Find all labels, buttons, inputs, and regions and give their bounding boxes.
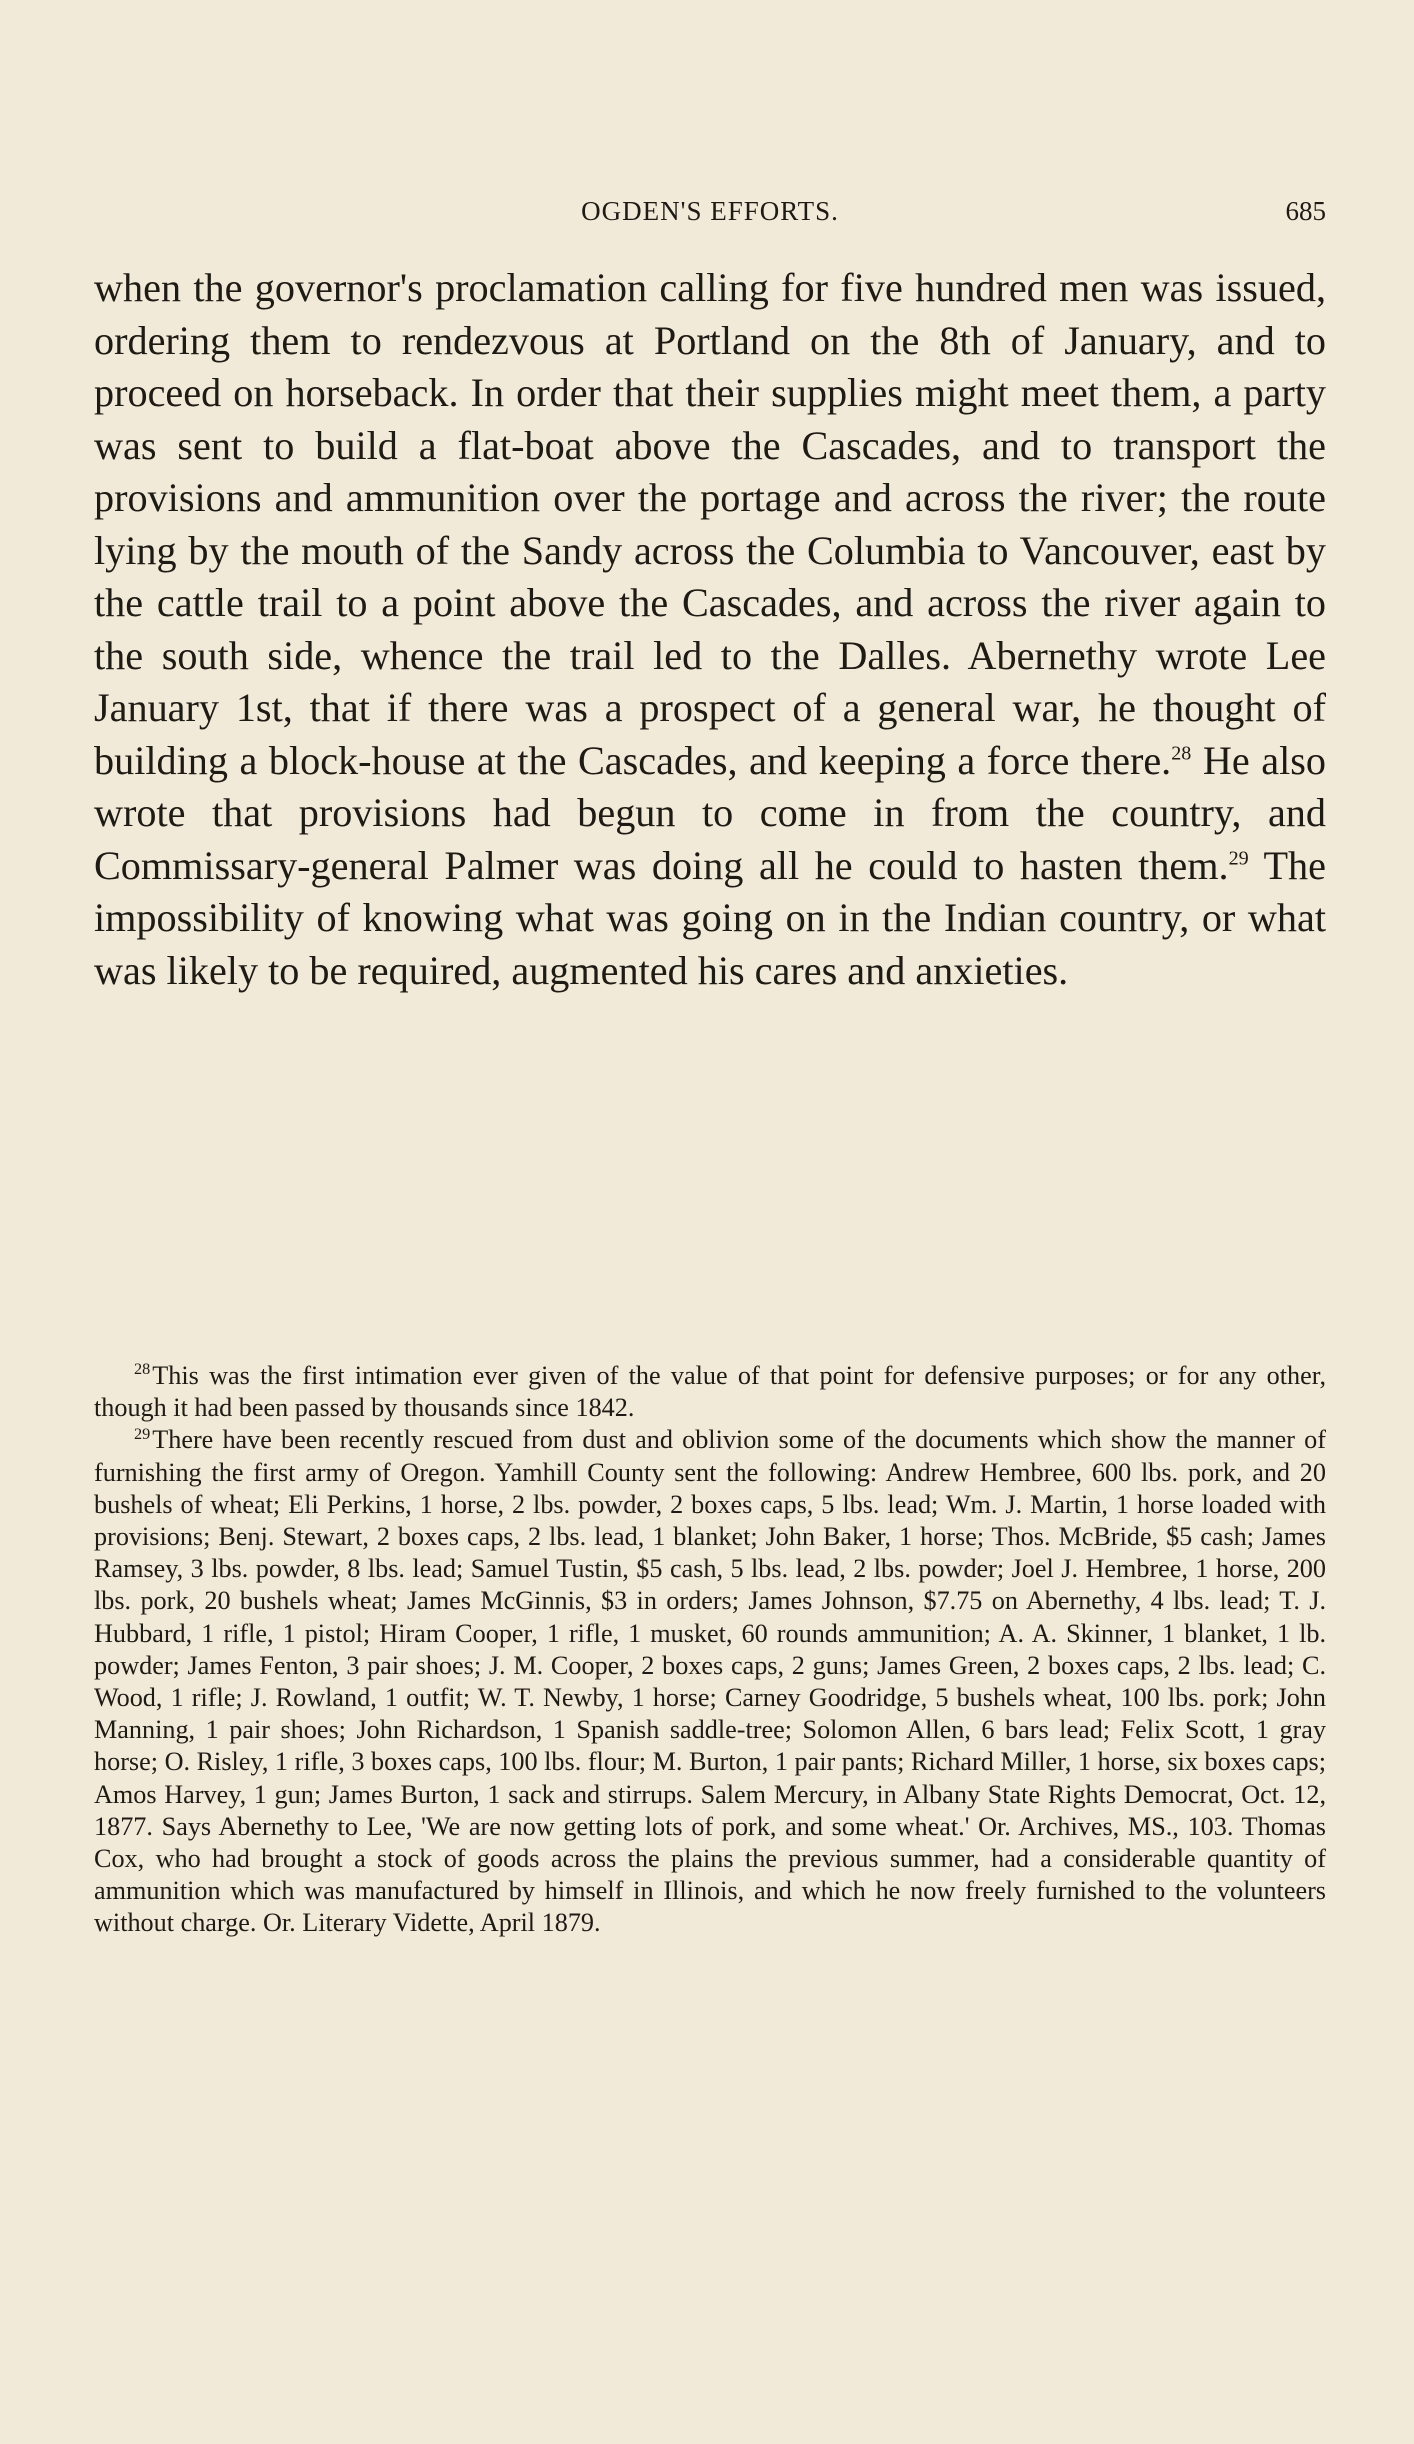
paragraph-text-part3: The impossibility of knowing what was going on in the Indian country, or what was likely to be required, augmented his cares and anxieties. — [94, 842, 1326, 993]
footnotes-section — [94, 1360, 1326, 1940]
paragraph-text-part2: He also wrote that provisions had begun to come in from the country, and Commissary-general Palmer was doing all he could to hasten them. — [94, 737, 1326, 888]
page-number: 685 — [1285, 196, 1326, 226]
running-head — [94, 196, 1326, 236]
body-paragraph — [94, 262, 1326, 997]
footnote-29 — [94, 1424, 1326, 1939]
running-title: OGDEN'S EFFORTS. — [581, 196, 839, 226]
footnote-text: This was the first intimation ever given of the value of that point for defensive purposes; or for any other, though it had been passed by thousands since 1842. — [94, 1361, 1326, 1423]
footnote-number: 29 — [134, 1424, 151, 1443]
paragraph-text-part1: when the governor's proclamation calling for five hundred men was issued, ordering them to rendezvous at Portland on the 8th of January, and to proceed on horseback. In order that their supplies might meet them, a party was sent to build a flat-boat above the Cascades, and to transport the provisions and ammunition over the portage and across the river; the route lying by the mouth of the Sandy across the Columbia to Vancouver, east by the cattle trail to a point above the Cascades, and across the river again to the south side, whence the trail led to the Dalles. Abernethy wrote Lee January 1st, that if there was a prospect of a general war, he thought of building a block-house at the Cascades, and keeping a force there. — [94, 265, 1326, 783]
footnote-ref-29: 29 — [1228, 847, 1249, 870]
footnote-text: There have been recently rescued from dust and oblivion some of the documents which show the manner of furnishing the first army of Oregon. Yamhill County sent the following: Andrew Hembree, 600 lbs. pork, and 20 bushels of wheat; Eli Perkins, 1 horse, 2 lbs. powder, 2 boxes caps, 5 lbs. lead; Wm. J. Martin, 1 horse loaded with provisions; Benj. Stewart, 2 boxes caps, 2 lbs. lead, 1 blanket; John Baker, 1 horse; Thos. McBride, $5 cash; James Ramsey, 3 lbs. powder, 8 lbs. lead; Samuel Tustin, $5 cash, 5 lbs. lead, 2 lbs. powder; Joel J. Hembree, 1 horse, 200 lbs. pork, 20 bushels wheat; James McGinnis, $3 in orders; James Johnson, $7.75 on Abernethy, 4 lbs. lead; T. J. Hubbard, 1 rifle, 1 pistol; Hiram Cooper, 1 rifle, 1 musket, 60 rounds ammunition; A. A. Skinner, 1 blanket, 1 lb. powder; James Fenton, 3 pair shoes; J. M. Cooper, 2 boxes caps, 2 guns; James Green, 2 boxes caps, 2 lbs. lead; C. Wood, 1 rifle; J. Rowland, 1 outfit; W. T. Newby, 1 horse; Carney Goodridge, 5 bushels wheat, 100 lbs. pork; John Manning, 1 pair shoes; John Richardson, 1 Spanish saddle-tree; Solomon Allen, 6 bars lead; Felix Scott, 1 gray horse; O. Risley, 1 rifle, 3 boxes caps, 100 lbs. flour; M. Burton, 1 pair pants; Richard Miller, 1 horse, six boxes caps; Amos Harvey, 1 gun; James Burton, 1 sack and stirrups. Salem Mercury, in Albany State Rights Democrat, Oct. 12, 1877. Says Abernethy to Lee, 'We are now getting lots of pork, and some wheat.' Or. Archives, MS., 103. Thomas Cox, who had brought a stock of goods across the plains the previous summer, had a considerable quantity of ammunition which was manufactured by himself in Illinois, and which he now freely furnished to the volunteers without charge. Or. Literary Vidette, April 1879. — [94, 1425, 1326, 1938]
footnote-number: 28 — [134, 1360, 151, 1379]
footnote-ref-28: 28 — [1171, 742, 1192, 765]
footnote-28 — [94, 1360, 1326, 1424]
